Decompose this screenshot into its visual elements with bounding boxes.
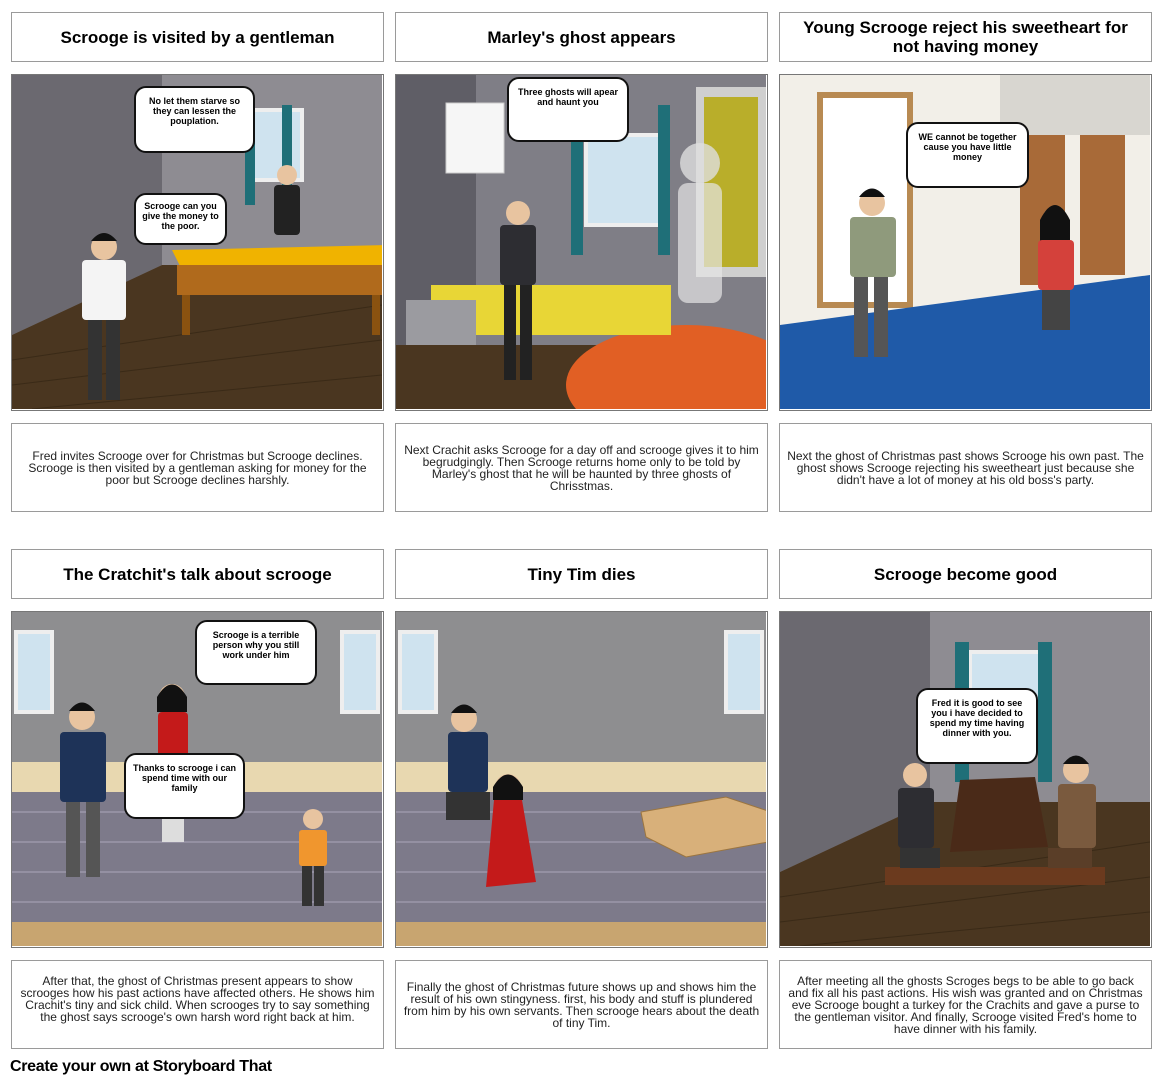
- panel-6-scene: [779, 611, 1152, 948]
- panel-1-title: [11, 12, 384, 62]
- panel-1-bubble-2-text: Scrooge can you give the money to the poor.: [142, 201, 219, 231]
- panel-6-bubble-1-text: Fred it is good to see you i have decided to spend my time having dinner with you.: [929, 698, 1025, 738]
- dinner-illustration: [780, 612, 1150, 946]
- panel-4-bubble-2-text: Thanks to scrooge i can spend time with our family: [132, 763, 237, 793]
- panel-2-description: [395, 423, 768, 512]
- panel-4-description-text: After that, the ghost of Christmas present appears to show scrooges how his past actions have affected others. He shows him Crachit's tiny and sick child. When scrooges try to say something the ghost says scrooge's own harsh word right back at him.: [20, 974, 375, 1024]
- panel-3-description-text: Next the ghost of Christmas past shows Scrooge his own past. The ghost shows Scrooge rejecting his sweetheart just because she didn't have a lot of money at his old boss's party.: [787, 449, 1144, 487]
- panel-4-bubble-2: [124, 753, 245, 819]
- panel-5-title: [395, 549, 768, 599]
- panel-1-description: [11, 423, 384, 512]
- panel-5-description-text: Finally the ghost of Christmas future shows up and shows him the result of his own stingyness. first, his body and stuff is plundered from him by his own servants. Then scrooge hears about the death of tiny Tim.: [403, 980, 760, 1030]
- panel-2-bubble-1-text: Three ghosts will apear and haunt you: [517, 87, 619, 107]
- panel-6-title-text: Scrooge become good: [873, 564, 1058, 584]
- panel-2-title: [395, 12, 768, 62]
- panel-1-title-text: Scrooge is visited by a gentleman: [60, 27, 335, 47]
- panel-3-description: [779, 423, 1152, 512]
- panel-1-description-text: Fred invites Scrooge over for Christmas but Scrooge declines. Scrooge is then visited by a gentleman asking for money for the poor but Scrooge declines harshly.: [28, 449, 367, 487]
- panel-1-bubble-1-text: No let them starve so they can lessen the pouplation.: [148, 96, 241, 126]
- mourning-illustration: [396, 612, 766, 946]
- panel-6-description-text: After meeting all the ghosts Scroges begs to be able to go back and fix all his past actions. His wish was granted and on Christmas eve Scrooge bought a turkey for the Crachits and gave a purse to the gentleman visitor. And finally, Scrooge visited Fred's home to have dinner with his family.: [788, 974, 1143, 1036]
- panel-2-title-text: Marley's ghost appears: [487, 27, 676, 47]
- storyboard-that-footer-link[interactable]: [10, 1058, 272, 1076]
- panel-3-bubble-1: [906, 122, 1029, 188]
- panel-4-title: [11, 549, 384, 599]
- panel-2-bubble-1: [507, 77, 629, 142]
- panel-2-description-text: Next Crachit asks Scrooge for a day off and scrooge gives it to him begrudgingly. Then Scrooge returns home only to be told by Marley's ghost that he will be haunted by three ghosts of Chrisstmas.: [404, 443, 759, 493]
- panel-6-description: [779, 960, 1152, 1049]
- panel-4-bubble-1-text: Scrooge is a terrible person why you still work under him: [212, 630, 300, 660]
- panel-4-bubble-1: [195, 620, 317, 685]
- panel-3-title: [779, 12, 1152, 62]
- panel-3-bubble-1-text: WE cannot be together cause you have little money: [918, 132, 1017, 162]
- panel-6-bubble-1: [916, 688, 1038, 764]
- panel-4-description: [11, 960, 384, 1049]
- footer-text[interactable]: Create your own at Storyboard That: [10, 1058, 272, 1075]
- panel-1-bubble-2: [134, 193, 227, 245]
- panel-5-title-text: Tiny Tim dies: [527, 564, 636, 584]
- panel-6-title: [779, 549, 1152, 599]
- panel-4-title-text: The Cratchit's talk about scrooge: [63, 564, 332, 584]
- panel-5-scene: [395, 611, 768, 948]
- panel-5-description: [395, 960, 768, 1049]
- panel-3-title-text: Young Scrooge reject his sweetheart for not having money: [803, 18, 1128, 56]
- panel-1-bubble-1: [134, 86, 255, 153]
